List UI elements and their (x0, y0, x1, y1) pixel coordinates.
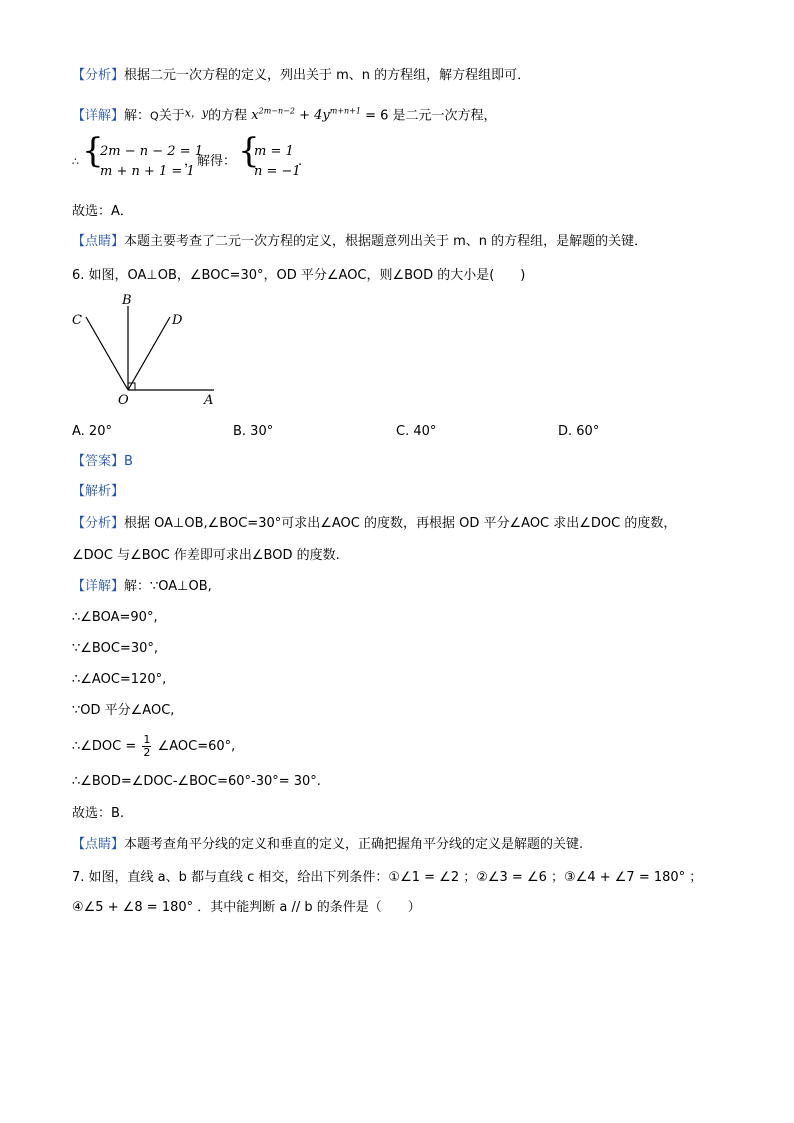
equation-system-2 (254, 142, 301, 182)
q6-analysis-line2: ∠DOC 与∠BOC 作差即可求出∠BOD 的度数. (72, 548, 340, 563)
q5-detail-eq-label: 的方程 (208, 108, 248, 124)
system-period: . (298, 154, 303, 169)
sys1-row2: m + n + 1 = 1 (100, 164, 195, 179)
q6-answer: 【答案】B (72, 454, 133, 469)
sys2-row2: n = −1 (254, 164, 301, 179)
system-brace-right: { (238, 131, 260, 171)
q7-line1: 7. 如图，直线 a、b 都与直线 c 相交，给出下列条件：①∠1 = ∠2 ；②∠3 = ∠6 ；③∠4 + ∠7 = 180° ； (72, 870, 703, 885)
solve-label: ，解得： (184, 154, 237, 169)
q5-detail-vars: x，y (184, 106, 209, 120)
q6-comment-text: 本题考查角平分线的定义和垂直的定义，正确把握角平分线的定义是解题的关键. (124, 837, 584, 852)
q5-comment (72, 232, 647, 252)
label-d: D (172, 313, 183, 328)
q6-detail-5: ∵OD 平分∠AOC, (72, 703, 175, 718)
therefore-symbol: ∴ (72, 155, 79, 168)
sys1-row1: 2m − n − 2 = 1 (100, 144, 203, 159)
sys2-row1: m = 1 (254, 144, 294, 159)
q5-detail (72, 102, 497, 126)
ray-od (128, 317, 170, 390)
q5-analysis-tag: 【分析】 (72, 68, 125, 83)
q5-detail-eq-tail: = 6 是二元一次方程， (365, 108, 497, 124)
option-c: C. 40° (396, 424, 437, 439)
ray-oc (86, 317, 128, 390)
q5-detail-tag: 【详解】 (72, 108, 125, 124)
q6-detail-1: 解：∵OA⊥OB, (124, 579, 212, 594)
q5-exp-x: 2m−n−2 (258, 107, 295, 116)
q5-choose: 故选：A． (72, 204, 133, 219)
label-o: O (118, 393, 129, 408)
q6-detail-6-pre: ∴∠DOC = (72, 739, 137, 754)
q5-comment-tag: 【点睛】 (72, 234, 125, 249)
option-a: A. 20° (72, 424, 112, 439)
q6-analysis-line1: 根据 OA⊥OB,∠BOC=30°可求出∠AOC 的度数，再根据 OD 平分∠AOC 求出∠DOC 的度数， (124, 516, 677, 531)
q7-line2: ④∠5 + ∠8 = 180° ．其中能判断 a // b 的条件是（ ） (72, 900, 421, 915)
q6-comment-tag: 【点睛】 (72, 837, 125, 852)
q6-choose: 故选：B. (72, 806, 125, 821)
q5-exp-y: m+n+1 (329, 107, 361, 116)
q5-analysis-text: 根据二元一次方程的定义，列出关于 m、n 的方程组，解方程组即可． (124, 68, 531, 83)
q5-analysis (72, 66, 530, 86)
fraction-one-half (142, 734, 151, 759)
q5-eq-plus: + $4y^{m+n+1}$ (299, 107, 361, 124)
option-d: D. 60° (558, 424, 600, 439)
system-brace-left: { (82, 131, 104, 171)
label-a: A (204, 393, 214, 408)
q6-analysis-tag: 【分析】 (72, 516, 125, 531)
frac-den: 2 (143, 746, 151, 759)
q5-eq-x: $x^{2m-n-2}$ (251, 107, 295, 124)
q6-analysis (72, 514, 676, 534)
q6-angle-figure (64, 290, 224, 410)
q6-detail-2: ∴∠BOA=90°, (72, 610, 158, 625)
q5-detail-pre: 解： (124, 108, 151, 124)
q6-detail-3: ∵∠BOC=30°, (72, 641, 158, 656)
frac-num: 1 (143, 733, 151, 746)
label-b: B (122, 293, 132, 308)
because-glyph: Q (150, 109, 159, 123)
q6-comment (72, 835, 583, 855)
label-c: C (72, 313, 82, 328)
q6-jiexi: 【解析】 (72, 484, 125, 499)
q5-detail-mid: 关于 (158, 108, 185, 124)
q6-detail-4: ∴∠AOC=120°, (72, 672, 167, 687)
option-b: B. 30° (233, 424, 274, 439)
q6-detail-7: ∴∠BOD=∠DOC-∠BOC=60°-30°= 30°. (72, 774, 321, 789)
q6-detail-tag: 【详解】 (72, 579, 125, 594)
q5-comment-text: 本题主要考查了二元一次方程的定义，根据题意列出关于 m、n 的方程组，是解题的关键． (124, 234, 648, 249)
q6-stem: 6. 如图，OA⊥OB，∠BOC=30°，OD 平分∠AOC，则∠BOD 的大小是( ) (72, 268, 526, 283)
q6-detail-6-post: ∠AOC=60°, (157, 739, 236, 754)
q6-detail (72, 577, 212, 597)
q6-detail-6 (72, 734, 235, 759)
